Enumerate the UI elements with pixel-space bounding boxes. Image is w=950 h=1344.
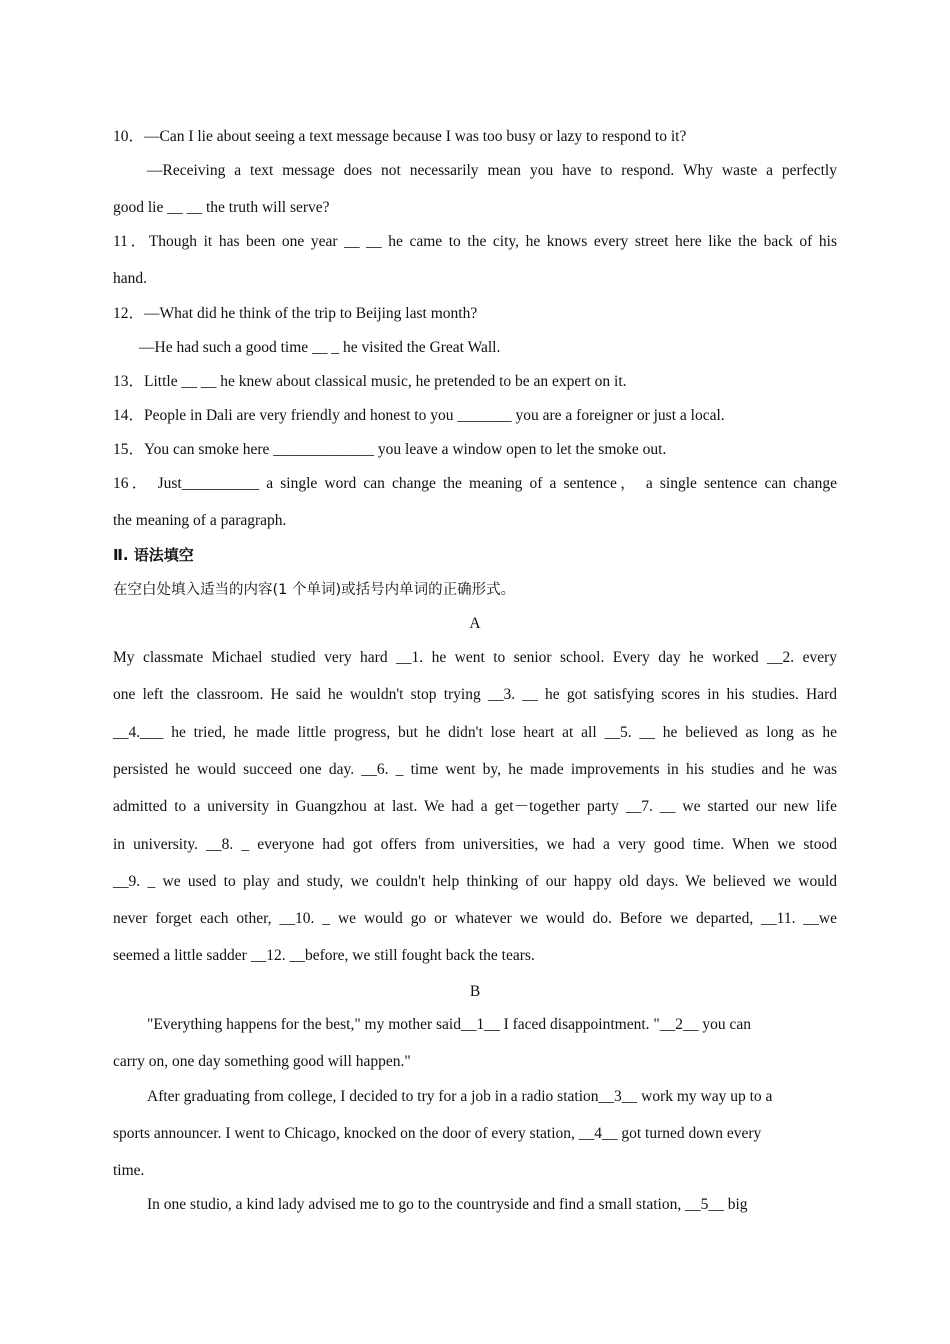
passage-a-line: seemed a little sadder __12. __before, we still fought back the tears.: [113, 947, 535, 964]
question-16: 16． Just__________ a single word can change the meaning of a sentence， a single sentence can change: [113, 475, 837, 492]
passage-b-line: time.: [113, 1162, 145, 1179]
question-10-answer: —Receiving a text message does not necessarily mean you have to respond. Why waste a perfectly: [147, 162, 837, 179]
question-11-cont: hand.: [113, 270, 148, 287]
question-13: 13．Little __ __ he knew about classical music, he pretended to be an expert on it.: [113, 373, 627, 390]
passage-a-line: in university. __8. _ everyone had got offers from universities, we had a very good time. When we stood: [113, 836, 837, 853]
question-10-answer-cont: good lie __ __ the truth will serve?: [113, 199, 330, 216]
question-16-cont: the meaning of a paragraph.: [113, 512, 287, 529]
passage-a-label: A: [469, 615, 481, 632]
question-15: 15．You can smoke here _____________ you leave a window open to let the smoke out.: [113, 441, 667, 458]
passage-a-line: __9. _ we used to play and study, we couldn't help thinking of our happy old days. We believed we would: [113, 873, 837, 890]
passage-b-line: sports announcer. I went to Chicago, knocked on the door of every station, __4__ got turned down every: [113, 1125, 762, 1142]
passage-b-line: "Everything happens for the best," my mother said__1__ I faced disappointment. "__2__ you can: [147, 1016, 751, 1033]
question-12-answer: —He had such a good time __ _ he visited the Great Wall.: [139, 339, 501, 356]
question-14: 14．People in Dali are very friendly and honest to you _______ you are a foreigner or just a local.: [113, 407, 725, 424]
passage-b-label: B: [469, 983, 481, 1000]
question-10: 10．—Can I lie about seeing a text message because I was too busy or lazy to respond to it?: [113, 128, 687, 145]
passage-a-line: __4.___ he tried, he made little progress, but he didn't lose heart at all __5. __ he believed as long as he: [113, 724, 837, 741]
passage-a-line: never forget each other, __10. _ we would go or whatever we would do. Before we departed, __11. __we: [113, 910, 837, 927]
passage-b-line: In one studio, a kind lady advised me to go to the countryside and find a small station, __5__ big: [147, 1196, 748, 1213]
section-instruction: 在空白处填入适当的内容(1 个单词)或括号内单词的正确形式。: [113, 582, 516, 598]
passage-a-line: one left the classroom. He said he wouldn't stop trying __3. __ he got satisfying scores in his studies. Hard: [113, 686, 837, 703]
passage-a-line: My classmate Michael studied very hard __1. he went to senior school. Every day he worked __2. every: [113, 649, 837, 666]
question-11: 11．Though it has been one year __ __ he came to the city, he knows every street here like the back of his: [113, 233, 837, 250]
section-heading: Ⅱ. 语法填空: [113, 546, 194, 564]
passage-a-line: persisted he would succeed one day. __6. _ time went by, he made improvements in his studies and he was: [113, 761, 837, 778]
passage-a-line: admitted to a university in Guangzhou at last. We had a get－together party __7. __ we started our new life: [113, 798, 837, 815]
passage-b-line: After graduating from college, I decided to try for a job in a radio station__3__ work my way up to a: [147, 1088, 773, 1105]
passage-b-line: carry on, one day something good will happen.": [113, 1053, 411, 1070]
question-12: 12．—What did he think of the trip to Beijing last month?: [113, 305, 478, 322]
